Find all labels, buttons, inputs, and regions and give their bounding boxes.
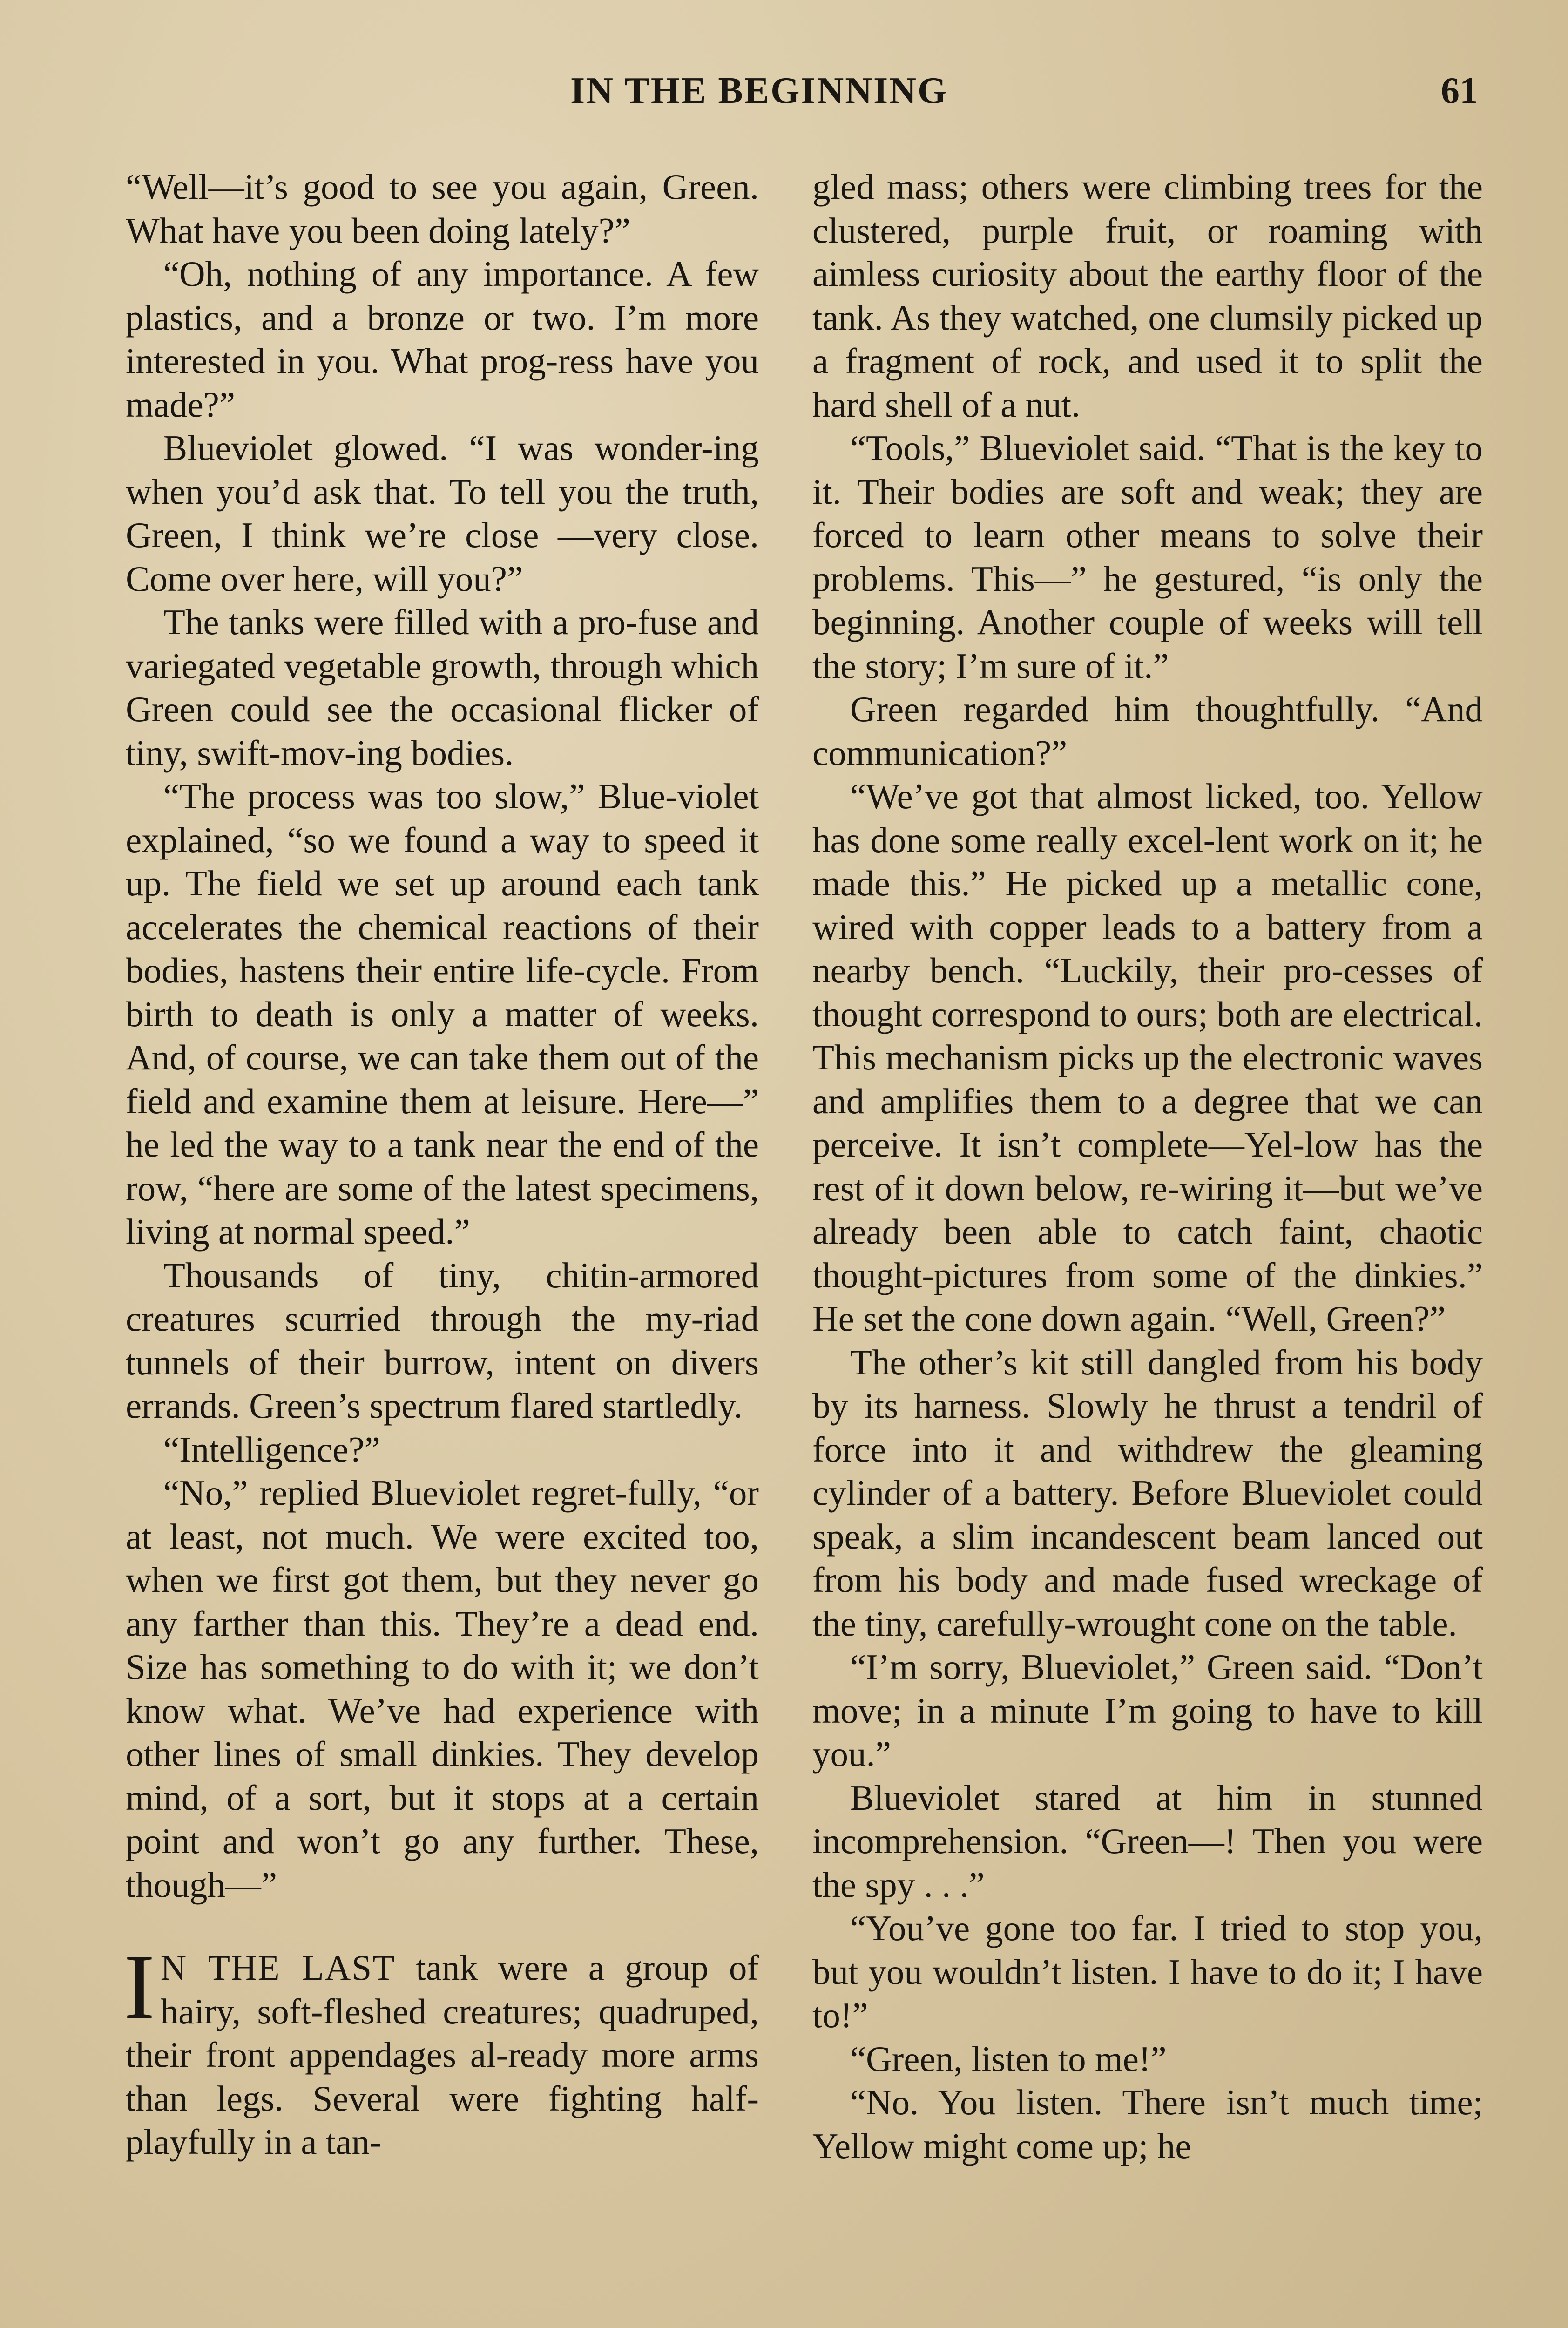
- paragraph: The tanks were filled with a pro-fuse and variegated vegetable growth, through which Green could see the occasional flicker of tiny, swift-mov-ing bodies.: [126, 602, 759, 773]
- paragraph: Blueviolet stared at him in stunned incomprehension. “Green—! Then you were the spy . . .”: [812, 1777, 1483, 1905]
- paragraph: “Oh, nothing of any importance. A few plastics, and a bronze or two. I’m more interested in you. What prog-ress have you made?”: [126, 254, 759, 425]
- section-break: [126, 1907, 759, 1946]
- section-opening-paragraph: [124, 1935, 759, 2164]
- paragraph: “Intelligence?”: [163, 1429, 380, 1469]
- paragraph: “Green, listen to me!”: [850, 2038, 1167, 2079]
- section-lead-in: N THE LAST: [160, 1948, 396, 1988]
- page-header: [0, 70, 1568, 126]
- paragraph: “Well—it’s good to see you again, Green. What have you been doing lately?”: [126, 167, 759, 250]
- paragraph: Blueviolet glowed. “I was wonder-ing when you’d ask that. To tell you the truth, Green, I think we’re close —very close. Come over here, will you?”: [126, 428, 759, 599]
- paragraph: “I’m sorry, Blueviolet,” Green said. “Don’t move; in a minute I’m going to have to kill you.”: [812, 1647, 1483, 1774]
- paragraph: “The process was too slow,” Blue-violet explained, “so we found a way to speed it up. The field we set up around each tank accelerates the chemical reactions of their bodies, hastens their entire life-cycle. From birth to death is only a matter of weeks. And, of course, we can take them out of the field and examine them at leisure. Here—” he led the way to a tank near the end of the row, “here are some of the latest specimens, living at normal speed.”: [126, 776, 759, 1252]
- paragraph: “Tools,” Blueviolet said. “That is the key to it. Their bodies are soft and weak; they are forced to learn other means to solve their problems. This—” he gestured, “is only the beginning. Another couple of weeks will tell the story; I’m sure of it.”: [812, 428, 1483, 686]
- left-column: [126, 165, 759, 2164]
- running-title: IN THE BEGINNING: [570, 70, 948, 111]
- drop-cap: I: [124, 1935, 155, 2038]
- paragraph: Thousands of tiny, chitin-armored creatures scurried through the my-riad tunnels of their burrow, intent on divers errands. Green’s spectrum flared startledly.: [126, 1255, 759, 1426]
- paragraph: “We’ve got that almost licked, too. Yellow has done some really excel-lent work on it; he made this.” He picked up a metallic cone, wired with copper leads to a battery from a nearby bench. “Luckily, their pro-cesses of thought correspond to ours; both are electrical. This mechanism picks up the electronic waves and amplifies them to a degree that we can perceive. It isn’t complete—Yel-low has the rest of it down below, re-wiring it—but we’ve already been able to catch faint, chaotic thought-pictures from some of the dinkies.” He set the cone down again. “Well, Green?”: [812, 776, 1483, 1339]
- section-text: tank were a group of hairy, soft-fleshed creatures; quadruped, their front appendages al-ready more arms than legs. Several were fighting half-playfully in a tan-: [126, 1948, 759, 2162]
- paragraph: Green regarded him thoughtfully. “And communication?”: [812, 689, 1483, 773]
- paragraph: “No,” replied Blueviolet regret-fully, “or at least, not much. We were excited too, when we first got them, but they never go any farther than this. They’re a dead end. Size has something to do with it; we don’t know what. We’ve had experience with other lines of small dinkies. They develop mind, of a sort, but it stops at a certain point and won’t go any further. These, though—”: [126, 1473, 759, 1905]
- paragraph: gled mass; others were climbing trees for the clustered, purple fruit, or roaming with aimless curiosity about the earthy floor of the tank. As they watched, one clumsily picked up a fragment of rock, and used it to split the hard shell of a nut.: [812, 167, 1483, 425]
- paragraph: The other’s kit still dangled from his body by its harness. Slowly he thrust a tendril of force into it and withdrew the gleaming cylinder of a battery. Before Blueviolet could speak, a slim incandescent beam lanced out from his body and made fused wreckage of the tiny, carefully-wrought cone on the table.: [812, 1342, 1483, 1644]
- paragraph: “No. You listen. There isn’t much time; Yellow might come up; he: [812, 2082, 1483, 2166]
- paragraph: “You’ve gone too far. I tried to stop you, but you wouldn’t listen. I have to do it; I have to!”: [812, 1908, 1483, 2035]
- right-column: [812, 165, 1483, 2168]
- page-number: 61: [1441, 70, 1478, 111]
